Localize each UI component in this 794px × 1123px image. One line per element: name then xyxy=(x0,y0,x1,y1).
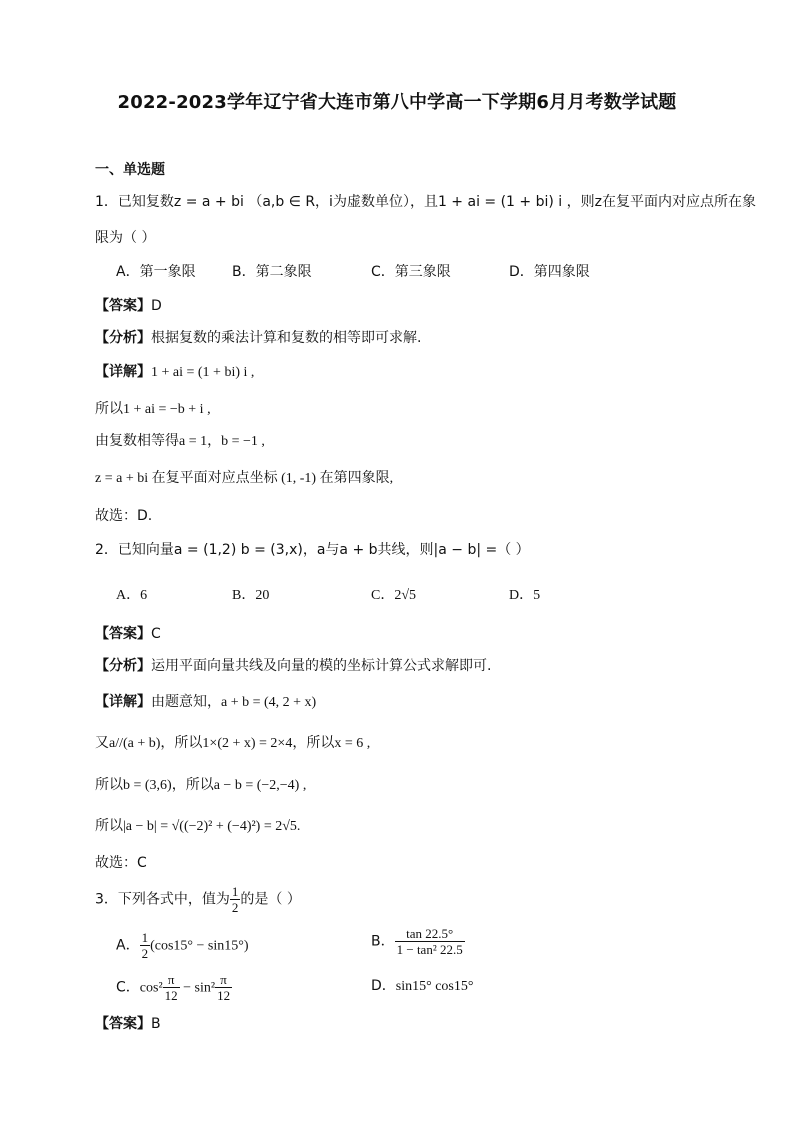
option-c-fraction-2 xyxy=(215,972,232,1003)
detail-line: 1 + ai = (1 + bi) i , xyxy=(151,365,255,380)
q2-option-c: C．2√5 xyxy=(371,588,417,603)
detail-tag: 【详解】 xyxy=(95,364,151,380)
q1-detail-line3: 由复数相等得a = 1，b = −1 , xyxy=(95,434,265,449)
q1-detail xyxy=(95,362,254,383)
fraction-numerator: 1 xyxy=(141,930,149,945)
q3-option-c xyxy=(116,972,232,1003)
q1-conclusion: 故选：D. xyxy=(95,508,153,524)
detail-tag: 【详解】 xyxy=(95,694,151,710)
fraction-numerator: tan 22.5° xyxy=(395,926,465,942)
q3-stem-pre: 3．下列各式中，值为 xyxy=(95,891,230,908)
q2-conclusion: 故选：C xyxy=(95,855,147,871)
analysis-text: 运用平面向量共线及向量的模的坐标计算公式求解即可. xyxy=(151,658,492,674)
option-label: D． xyxy=(371,978,396,994)
analysis-tag: 【分析】 xyxy=(95,330,151,346)
answer-tag: 【答案】 xyxy=(95,1016,151,1032)
q2-detail xyxy=(95,692,316,713)
q2-stem: 2．已知向量a = (1,2) b = (3,x)，a与a + b共线，则|a − b| =（ ） xyxy=(95,542,530,558)
q3-option-d xyxy=(371,976,473,997)
option-label: A． xyxy=(116,937,140,954)
q1-stem-line2: 限为（ ） xyxy=(95,230,156,246)
q2-detail-line4: 所以|a − b| = √((−2)² + (−4)²) = 2√5. xyxy=(95,819,301,834)
option-expression: sin15° cos15° xyxy=(395,979,474,994)
option-label: C． xyxy=(116,979,140,996)
q1-answer xyxy=(95,296,162,316)
fraction-numerator: 1 xyxy=(231,884,239,899)
answer-tag: 【答案】 xyxy=(95,298,151,314)
section-heading: 一、单选题 xyxy=(95,162,165,178)
answer-tag: 【答案】 xyxy=(95,626,151,642)
q1-option-c: C．第三象限 xyxy=(371,264,451,280)
q2-option-d: D．5 xyxy=(509,588,541,603)
option-label: B． xyxy=(371,933,395,950)
q3-option-a xyxy=(116,930,249,961)
q3-stem xyxy=(95,884,301,915)
q1-analysis xyxy=(95,328,421,348)
option-c-fraction-1 xyxy=(163,972,180,1003)
analysis-text: 根据复数的乘法计算和复数的相等即可求解. xyxy=(151,330,422,346)
q1-detail-line2: 所以1 + ai = −b + i , xyxy=(95,402,211,417)
fraction-denominator: 2 xyxy=(141,946,149,961)
q2-option-b: B．20 xyxy=(232,588,270,603)
option-a-fraction xyxy=(140,930,151,961)
q1-option-d: D．第四象限 xyxy=(509,264,590,280)
option-expression: − sin² xyxy=(179,980,216,996)
q2-analysis xyxy=(95,656,491,676)
q2-detail-line2: 又a//(a + b)，所以1×(2 + x) = 2×4，所以x = 6 , xyxy=(95,736,371,751)
q3-stem-post: 的是（ ） xyxy=(240,891,301,908)
fraction-denominator: 12 xyxy=(217,988,231,1003)
option-b-fraction xyxy=(395,926,465,957)
option-expression: (cos15° − sin15°) xyxy=(150,938,249,954)
page-title: 2022-2023学年辽宁省大连市第八中学高一下学期6月月考数学试题 xyxy=(117,92,677,113)
q2-detail-line3: 所以b = (3,6)，所以a − b = (−2,−4) , xyxy=(95,778,307,793)
fraction-denominator: 12 xyxy=(164,988,178,1003)
q1-option-a: A．第一象限 xyxy=(116,264,196,280)
option-expression: cos² xyxy=(139,980,163,996)
answer-value: B xyxy=(151,1016,161,1032)
fraction-numerator: π xyxy=(163,972,180,988)
q1-detail-line4: z = a + bi 在复平面对应点坐标 (1, -1) 在第四象限, xyxy=(95,471,394,486)
fraction-denominator: 1 − tan² 22.5 xyxy=(396,942,463,957)
q3-stem-fraction xyxy=(230,884,241,915)
analysis-tag: 【分析】 xyxy=(95,658,151,674)
answer-value: C xyxy=(151,626,161,642)
q1-option-b: B．第二象限 xyxy=(232,264,312,280)
q3-answer xyxy=(95,1014,161,1034)
q2-option-a: A．6 xyxy=(116,588,148,603)
q3-option-b xyxy=(371,926,465,957)
answer-value: D xyxy=(151,298,162,314)
fraction-denominator: 2 xyxy=(231,900,239,915)
q2-answer xyxy=(95,624,161,644)
q1-stem-line1: 1．已知复数z = a + bi （a,b ∈ R，i为虚数单位），且1 + ai = (1 + bi) i ，则z在复平面内对应点所在象 xyxy=(95,194,756,210)
fraction-numerator: π xyxy=(215,972,232,988)
detail-line: 由题意知，a + b = (4, 2 + x) xyxy=(151,695,317,710)
